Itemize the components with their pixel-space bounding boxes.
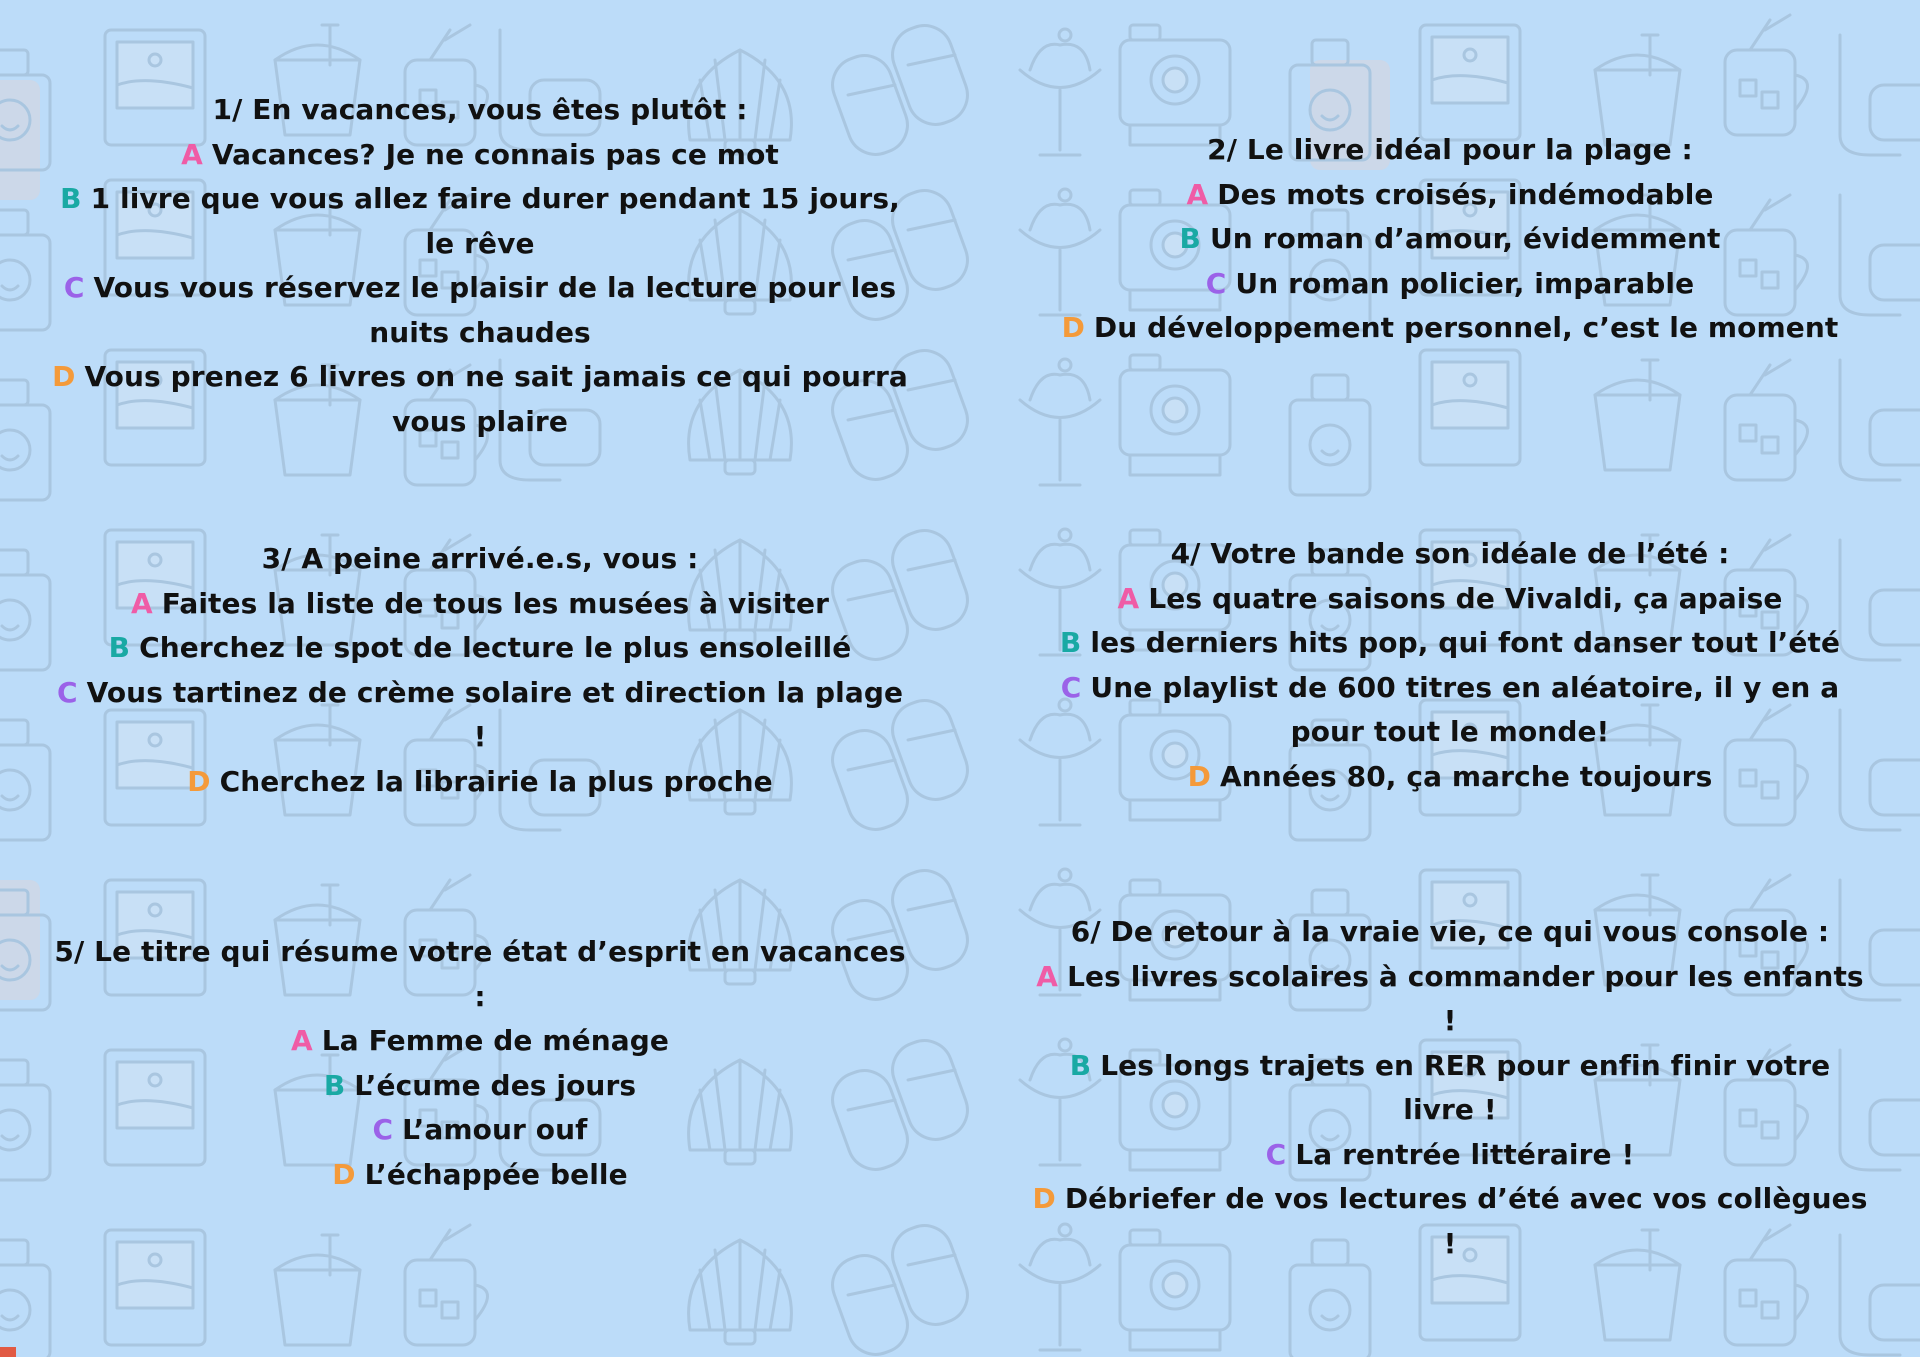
answer-text: Les longs trajets en RER pour enfin finir votre livre ! (1100, 1048, 1831, 1126)
answer-letter: A (291, 1024, 313, 1057)
answer-text: Cherchez la librairie la plus proche (219, 764, 773, 798)
answer-text: Années 80, ça marche toujours (1219, 759, 1713, 793)
answer-text: Vous tartinez de crème solaire et direction la plage ! (86, 675, 904, 753)
answer-text: Du développement personnel, c’est le moment (1093, 311, 1839, 344)
answer-text: Faites la liste de tous les musées à visiter (161, 586, 830, 620)
answer-letter: B (108, 631, 131, 664)
answer-letter: B (1069, 1048, 1092, 1082)
answer-letter: D (1061, 311, 1085, 344)
question-title: 6/ De retour à la vraie vie, ce qui vous console : (1070, 915, 1830, 948)
question-block-1 (50, 88, 910, 444)
answer-text: Débriefer de vos lectures d’été avec vos collègues ! (1064, 1182, 1868, 1260)
answer-d (1030, 306, 1870, 351)
answer-b (50, 177, 910, 266)
answer-c (50, 266, 910, 355)
answer-text: Les livres scolaires à commander pour les enfants ! (1067, 959, 1864, 1037)
answer-text: Des mots croisés, indémodable (1217, 177, 1714, 211)
answer-a (1030, 577, 1870, 622)
answer-d (50, 760, 910, 805)
answer-text: Vous vous réservez le plaisir de la lecture pour les nuits chaudes (93, 271, 897, 349)
answer-d (1030, 755, 1870, 800)
answer-c (1030, 1133, 1870, 1178)
question-block-5 (50, 930, 910, 1197)
answer-letter: C (1060, 670, 1082, 704)
question-title: 1/ En vacances, vous êtes plutôt : (212, 93, 748, 126)
question-title: 5/ Le titre qui résume votre état d’esprit en vacances : (54, 935, 906, 1013)
answer-letter: D (1187, 759, 1211, 793)
answer-text: La Femme de ménage (321, 1024, 669, 1057)
answer-b (1030, 1044, 1870, 1133)
question-title: 3/ A peine arrivé.e.s, vous : (261, 542, 699, 575)
answer-letter: A (1117, 581, 1140, 615)
answer-text: Les quatre saisons de Vivaldi, ça apaise (1148, 581, 1783, 615)
question-block-6 (1030, 910, 1870, 1266)
answer-a (1030, 955, 1870, 1044)
answer-letter: A (130, 586, 153, 620)
answer-text: Vacances? Je ne connais pas ce mot (211, 137, 779, 171)
answer-text: L’écume des jours (354, 1068, 637, 1102)
answer-text: Un roman d’amour, évidemment (1209, 222, 1721, 255)
answer-text: L’amour ouf (402, 1113, 588, 1146)
answer-letter: A (1186, 177, 1209, 211)
answer-letter: C (372, 1113, 394, 1146)
answer-letter: D (332, 1157, 356, 1191)
answer-a (50, 582, 910, 627)
answer-text: Cherchez le spot de lecture le plus ensoleillé (139, 631, 852, 664)
question-block-3 (50, 537, 910, 804)
question-title: 4/ Votre bande son idéale de l’été : (1170, 537, 1730, 570)
answer-text: Une playlist de 600 titres en aléatoire, il y en a pour tout le monde! (1090, 670, 1840, 748)
answer-letter: D (187, 764, 211, 798)
answer-letter: D (52, 360, 76, 393)
answer-d (50, 1153, 910, 1198)
answer-a (50, 133, 910, 178)
answer-letter: D (1032, 1182, 1056, 1215)
question-title: 2/ Le livre idéal pour la plage : (1207, 133, 1693, 166)
answer-letter: C (1265, 1137, 1287, 1171)
answer-letter: B (323, 1068, 346, 1102)
answer-text: Un roman policier, imparable (1235, 266, 1695, 300)
answer-letter: C (56, 675, 78, 709)
answer-letter: C (63, 271, 85, 304)
answer-c (1030, 666, 1870, 755)
answer-c (50, 1108, 910, 1153)
answer-c (50, 671, 910, 760)
answer-d (50, 355, 910, 444)
answer-a (1030, 173, 1870, 218)
answer-letter: B (60, 182, 82, 215)
answer-d (1030, 1177, 1870, 1266)
answer-b (1030, 621, 1870, 666)
answer-letter: A (181, 137, 203, 171)
answer-letter: B (1059, 626, 1082, 659)
answer-a (50, 1019, 910, 1064)
answer-b (50, 1064, 910, 1109)
answer-b (50, 626, 910, 671)
question-block-2 (1030, 128, 1870, 351)
answer-letter: C (1205, 266, 1227, 300)
answer-text: L’échappée belle (364, 1157, 628, 1191)
answer-text: La rentrée littéraire ! (1295, 1137, 1635, 1171)
question-block-4 (1030, 532, 1870, 799)
answer-b (1030, 217, 1870, 262)
answer-text: Vous prenez 6 livres on ne sait jamais ce qui pourra vous plaire (84, 360, 908, 438)
answer-text: les derniers hits pop, qui font danser tout l’été (1090, 626, 1841, 659)
answer-text: 1 livre que vous allez faire durer pendant 15 jours, le rêve (90, 182, 900, 260)
answer-letter: B (1179, 222, 1201, 255)
answer-c (1030, 262, 1870, 307)
answer-letter: A (1036, 959, 1059, 993)
corner-accent (0, 1347, 16, 1357)
